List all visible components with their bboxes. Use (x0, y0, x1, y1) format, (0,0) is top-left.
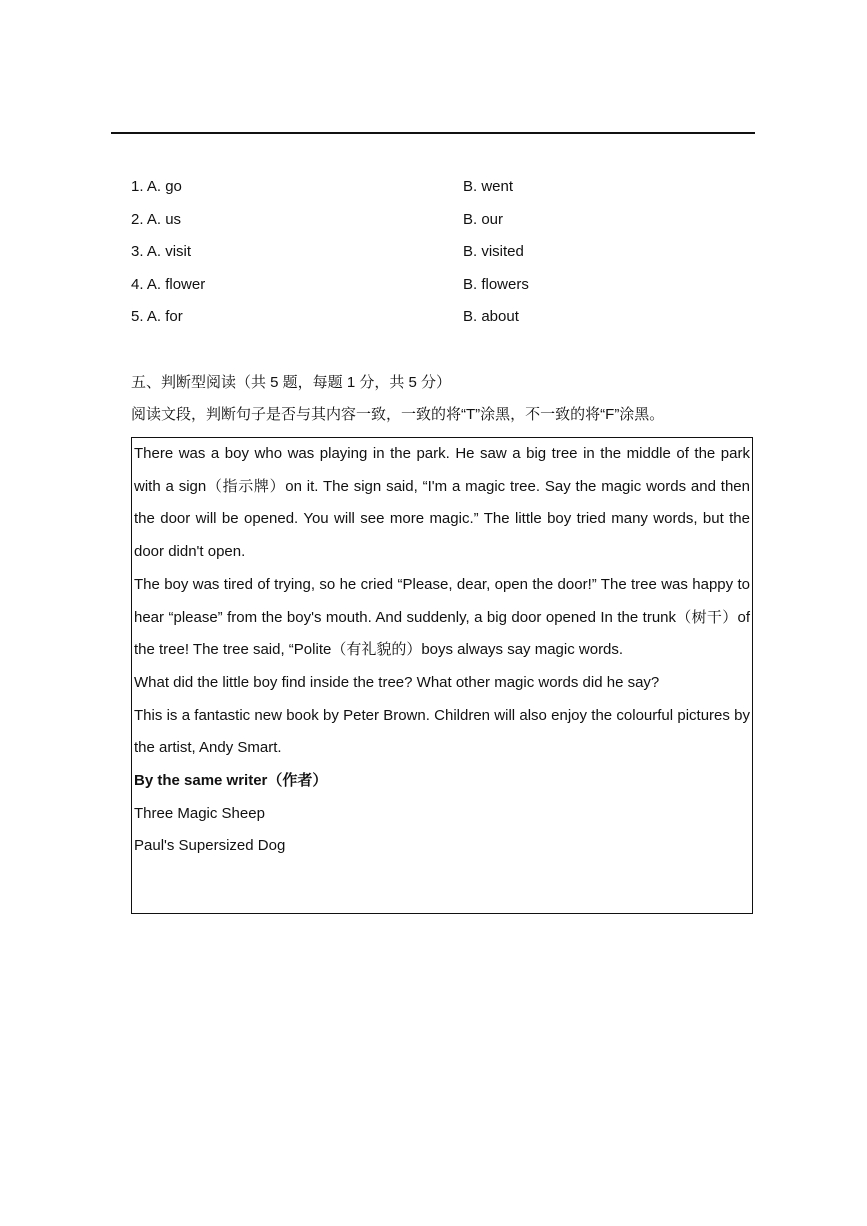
same-writer-heading: By the same writer（作者） (134, 772, 328, 790)
header-rule (111, 132, 755, 134)
option-a: 2. A. us (131, 210, 182, 228)
passage-paragraph-2: The boy was tired of trying, so he cried “Please, dear, open the door!” The tree was happy to hear “please” from the boy's mouth. And suddenly, a big door opened In the trunk（树干）of the tree! The tree said, “Polite（有礼貌的）boys always say magic words. (134, 575, 750, 659)
option-row-4 (131, 274, 751, 307)
option-b: B. our (463, 210, 504, 228)
option-a: 1. A. go (131, 178, 182, 195)
option-b: B. flowers (463, 275, 529, 293)
answer-options (131, 176, 751, 339)
option-a: 4. A. flower (131, 275, 206, 293)
option-b: B. about (463, 308, 519, 326)
passage-paragraph-3: What did the little boy find inside the tree? What other magic words did he say? (134, 673, 660, 691)
option-row-1 (131, 176, 751, 209)
section-heading: 五、判断型阅读（共 5 题，每题 1 分，共 5 分） (131, 374, 452, 391)
option-row-5 (131, 306, 751, 339)
reading-passage (134, 438, 750, 863)
passage-paragraph-1: There was a boy who was playing in the park. He saw a big tree in the middle of the park with a sign（指示牌）on it. The sign said, “I'm a magic tree. Say the magic words and then the door will be opened. You will see more magic.” The little boy tried many words, but the door didn't open. (134, 445, 750, 561)
option-a: 5. A. for (131, 308, 183, 326)
book-title-2: Paul's Supersized Dog (134, 837, 286, 855)
option-a: 3. A. visit (131, 243, 192, 261)
book-title-1: Three Magic Sheep (134, 804, 265, 822)
option-row-2 (131, 209, 751, 242)
reading-passage-box (131, 437, 753, 914)
section-instruction: 阅读文段，判断句子是否与其内容一致，一致的将“T”涂黑，不一致的将“F”涂黑。 (131, 406, 665, 423)
option-b: B. visited (463, 243, 524, 261)
passage-paragraph-4: This is a fantastic new book by Peter Brown. Children will also enjoy the colourful pictures by the artist, Andy Smart. (134, 706, 750, 757)
option-row-3 (131, 241, 751, 274)
option-b: B. went (463, 178, 514, 195)
